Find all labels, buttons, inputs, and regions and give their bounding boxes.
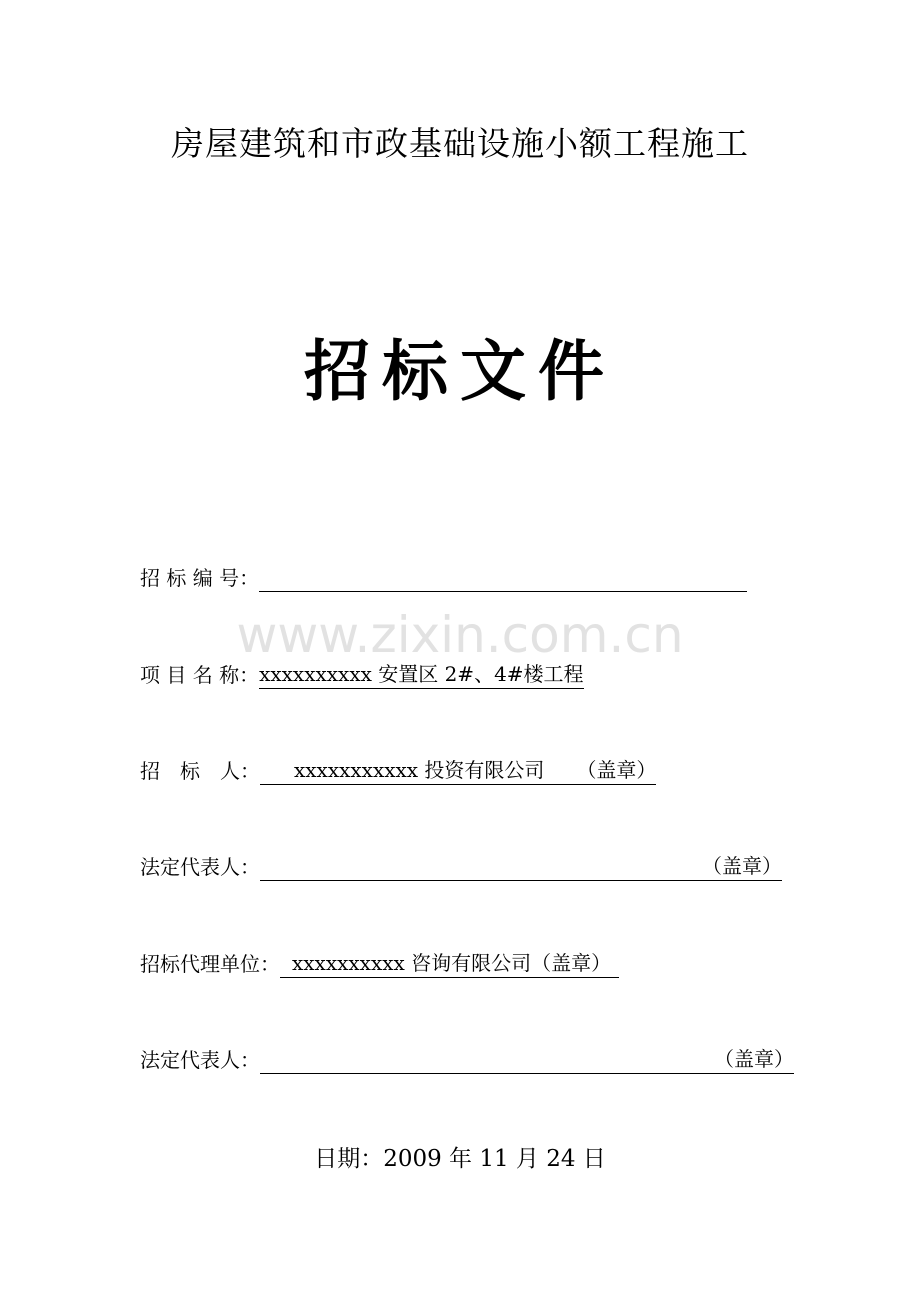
field-value: xxxxxxxxxx 咨询有限公司（盖章） <box>292 951 612 975</box>
seal-note: （盖章） <box>714 1047 794 1071</box>
seal-note: （盖章） <box>702 854 782 878</box>
field-label: 法定代表人： <box>140 1048 260 1072</box>
document-date: 日期：2009 年 11 月 24 日 <box>314 1146 606 1172</box>
field-label: 招标代理单位： <box>140 952 280 976</box>
field-label: 项 目 名 称： <box>140 663 260 687</box>
field-agency-legal-representative <box>140 1046 794 1074</box>
field-legal-representative <box>140 853 782 881</box>
field-label: 招 标 人： <box>140 759 260 783</box>
field-underline <box>260 1046 794 1074</box>
field-underline <box>260 853 782 881</box>
watermark: www.zixin.com.cn <box>236 606 684 664</box>
field-blank <box>259 564 747 592</box>
field-tenderer <box>140 757 656 785</box>
field-label: 招 标 编 号： <box>140 566 260 590</box>
seal-note: （盖章） <box>576 758 657 782</box>
field-value: xxxxxxxxxx 安置区 2#、4#楼工程 <box>259 661 583 689</box>
field-label: 法定代表人： <box>140 855 260 879</box>
field-project-name <box>140 661 584 689</box>
document-subtitle: 房屋建筑和市政基础设施小额工程施工 <box>171 124 749 163</box>
field-underline <box>260 757 656 785</box>
field-tender-agency <box>140 950 619 978</box>
document-main-title: 招标文件 <box>304 333 616 410</box>
field-tender-number <box>140 564 747 592</box>
field-value: xxxxxxxxxxx 投资有限公司 <box>294 758 545 782</box>
field-underline <box>280 950 619 978</box>
